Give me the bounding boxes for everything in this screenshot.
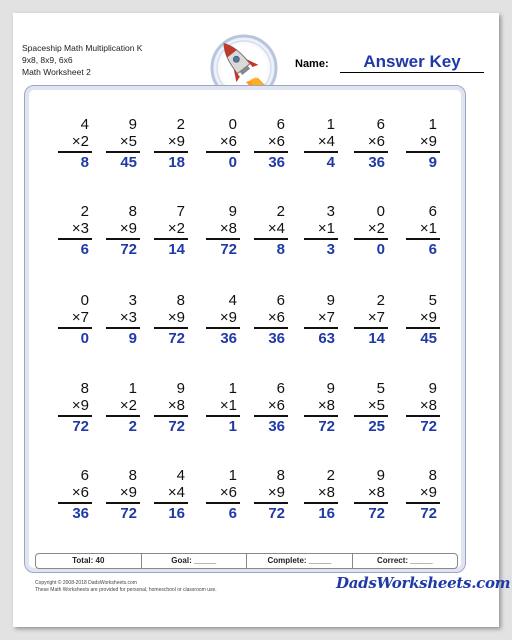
problem-top-number: 6 [80,467,89,484]
problem-multiplier: ×9 [219,309,237,326]
problem-5 [252,116,288,171]
problem-answer: 14 [368,329,385,347]
problem-answer-line [154,238,188,240]
problem-answer: 45 [120,153,137,171]
problem-top-number: 9 [326,380,335,397]
problem-9 [56,203,92,258]
score-bar [35,553,458,569]
problem-2 [104,116,140,171]
problem-top-number: 6 [276,116,285,133]
problem-answer-line [354,151,388,153]
problem-answer-line [254,502,288,504]
problem-answer: 36 [72,504,89,522]
problem-answer: 0 [228,153,237,171]
problem-28 [204,380,240,435]
problem-multiplier: ×9 [119,220,137,237]
problem-top-number: 8 [428,467,437,484]
problem-18 [104,292,140,347]
problem-multiplier: ×9 [167,133,185,150]
problem-answer: 16 [318,504,335,522]
problem-multiplier: ×9 [419,484,437,501]
problem-multiplier: ×2 [71,133,89,150]
problem-answer: 72 [168,329,185,347]
problem-multiplier: ×5 [119,133,137,150]
problem-multiplier: ×7 [367,309,385,326]
problem-1 [56,116,92,171]
problem-30 [302,380,338,435]
problem-answer-line [406,327,440,329]
problem-top-number: 8 [128,203,137,220]
worksheet-title: Spaceship Math Multiplication K [22,43,143,53]
problem-answer-line [58,327,92,329]
correct-cell: Correct: _____ [376,556,433,565]
problem-answer: 9 [428,153,437,171]
problem-answer: 72 [368,504,385,522]
problem-22 [302,292,338,347]
problem-top-number: 2 [80,203,89,220]
problem-answer-line [154,151,188,153]
problem-answer: 8 [80,153,89,171]
complete-cell: Complete: _____ [247,554,353,568]
problem-multiplier: ×7 [317,309,335,326]
problem-answer: 4 [326,153,335,171]
problem-answer: 45 [420,329,437,347]
problem-top-number: 5 [428,292,437,309]
copyright-line: Copyright © 2008-2018 DadsWorksheets.com [35,580,137,586]
problem-answer-line [406,151,440,153]
problem-top-number: 9 [428,380,437,397]
problem-multiplier: ×9 [167,309,185,326]
problem-multiplier: ×8 [167,397,185,414]
problem-32 [404,380,440,435]
problem-answer: 0 [376,240,385,258]
problem-answer-line [106,238,140,240]
problem-answer: 14 [168,240,185,258]
problem-39 [352,467,388,522]
problem-answer-line [254,151,288,153]
problem-answer: 16 [168,504,185,522]
problem-top-number: 1 [326,116,335,133]
problem-21 [252,292,288,347]
problem-23 [352,292,388,347]
problem-multiplier: ×5 [367,397,385,414]
problem-6 [302,116,338,171]
worksheet-subtitle: Math Worksheet 2 [22,67,91,77]
problem-answer: 2 [128,417,137,435]
problem-answer-line [406,415,440,417]
problem-multiplier: ×8 [317,397,335,414]
problem-answer: 72 [220,240,237,258]
problem-multiplier: ×6 [367,133,385,150]
problem-26 [104,380,140,435]
problem-answer: 6 [428,240,437,258]
problem-answer-line [106,502,140,504]
problem-10 [104,203,140,258]
problem-7 [352,116,388,171]
problem-top-number: 3 [128,292,137,309]
problem-answer: 72 [318,417,335,435]
problem-top-number: 2 [376,292,385,309]
problem-answer: 18 [168,153,185,171]
problem-top-number: 9 [128,116,137,133]
problem-top-number: 1 [128,380,137,397]
problem-answer-line [206,151,240,153]
problem-13 [252,203,288,258]
problem-answer-line [406,502,440,504]
problem-multiplier: ×8 [317,484,335,501]
problem-top-number: 9 [376,467,385,484]
problem-multiplier: ×1 [219,397,237,414]
problem-answer: 72 [168,417,185,435]
problem-top-number: 2 [276,203,285,220]
problem-17 [56,292,92,347]
problem-answer-line [106,415,140,417]
problem-answer-line [206,415,240,417]
problem-answer-line [106,327,140,329]
problem-answer: 72 [72,417,89,435]
problem-answer: 36 [220,329,237,347]
problem-answer-line [154,327,188,329]
problem-8 [404,116,440,171]
problem-11 [152,203,188,258]
problem-answer: 72 [120,240,137,258]
problem-answer: 72 [120,504,137,522]
problem-33 [56,467,92,522]
problem-answer: 63 [318,329,335,347]
problem-25 [56,380,92,435]
problem-multiplier: ×6 [267,397,285,414]
problem-answer-line [354,238,388,240]
problem-top-number: 8 [80,380,89,397]
problem-multiplier: ×1 [317,220,335,237]
site-logo: DadsWorksheets.com [336,574,511,592]
problem-3 [152,116,188,171]
problem-answer-line [106,151,140,153]
problem-multiplier: ×9 [419,309,437,326]
problem-top-number: 6 [276,292,285,309]
problem-multiplier: ×8 [219,220,237,237]
problem-36 [204,467,240,522]
usage-line: These Math Worksheets are provided for personal, homeschool or classroom use. [35,587,217,593]
problem-top-number: 4 [176,467,185,484]
problem-answer-line [154,502,188,504]
problem-multiplier: ×8 [367,484,385,501]
problem-19 [152,292,188,347]
problem-38 [302,467,338,522]
problem-answer-line [304,238,338,240]
problem-top-number: 9 [326,292,335,309]
problem-top-number: 4 [80,116,89,133]
problem-answer: 72 [268,504,285,522]
problem-top-number: 8 [276,467,285,484]
problem-top-number: 3 [326,203,335,220]
problem-40 [404,467,440,522]
problem-multiplier: ×6 [219,133,237,150]
problem-top-number: 2 [326,467,335,484]
problem-answer: 9 [128,329,137,347]
problem-answer: 1 [228,417,237,435]
problem-answer-line [304,327,338,329]
problem-top-number: 8 [128,467,137,484]
problem-multiplier: ×7 [71,309,89,326]
problem-20 [204,292,240,347]
problem-answer-line [154,415,188,417]
problem-answer-line [206,238,240,240]
problem-top-number: 6 [376,116,385,133]
problem-16 [404,203,440,258]
worksheet-facts: 9x8, 8x9, 6x6 [22,55,73,65]
problem-top-number: 9 [228,203,237,220]
problem-multiplier: ×6 [219,484,237,501]
problem-top-number: 6 [276,380,285,397]
problem-multiplier: ×9 [119,484,137,501]
problem-multiplier: ×3 [119,309,137,326]
goal-cell: Goal: _____ [142,554,248,568]
problem-multiplier: ×9 [267,484,285,501]
problem-multiplier: ×9 [419,133,437,150]
problem-answer-line [304,502,338,504]
problem-top-number: 9 [176,380,185,397]
total-cell: Total: 40 [36,554,142,568]
problem-15 [352,203,388,258]
problem-answer: 72 [420,417,437,435]
problem-answer-line [58,238,92,240]
problem-top-number: 5 [376,380,385,397]
problem-top-number: 0 [228,116,237,133]
problem-answer-line [254,327,288,329]
problem-37 [252,467,288,522]
problem-answer: 3 [326,240,335,258]
problem-top-number: 0 [376,203,385,220]
problem-answer-line [58,415,92,417]
name-line [340,72,484,73]
problem-27 [152,380,188,435]
answer-key-heading: Answer Key [363,52,461,71]
problem-multiplier: ×4 [317,133,335,150]
problem-multiplier: ×9 [71,397,89,414]
problem-answer: 72 [420,504,437,522]
problem-answer-line [254,415,288,417]
problem-top-number: 7 [176,203,185,220]
problem-answer-line [58,502,92,504]
problem-answer-line [406,238,440,240]
problem-answer-line [354,327,388,329]
problem-answer: 0 [80,329,89,347]
problem-multiplier: ×1 [419,220,437,237]
problem-24 [404,292,440,347]
problem-4 [204,116,240,171]
problem-top-number: 1 [228,467,237,484]
problem-answer: 6 [80,240,89,258]
problem-top-number: 4 [228,292,237,309]
problem-multiplier: ×2 [119,397,137,414]
problem-multiplier: ×6 [267,133,285,150]
problem-top-number: 2 [176,116,185,133]
problem-14 [302,203,338,258]
problem-multiplier: ×4 [267,220,285,237]
problem-answer-line [304,415,338,417]
problem-answer: 36 [268,153,285,171]
problem-answer: 36 [268,417,285,435]
problem-answer: 36 [368,153,385,171]
problem-answer-line [206,327,240,329]
problem-multiplier: ×3 [71,220,89,237]
problem-top-number: 1 [228,380,237,397]
problem-29 [252,380,288,435]
problem-answer-line [58,151,92,153]
problem-35 [152,467,188,522]
name-label: Name: [295,58,329,70]
problem-multiplier: ×2 [167,220,185,237]
problem-top-number: 8 [176,292,185,309]
copyright-notice [35,580,217,594]
problem-answer: 36 [268,329,285,347]
problem-multiplier: ×6 [71,484,89,501]
problem-multiplier: ×8 [419,397,437,414]
problem-answer-line [206,502,240,504]
problem-answer-line [254,238,288,240]
problem-top-number: 0 [80,292,89,309]
problem-answer: 8 [276,240,285,258]
problem-answer-line [304,151,338,153]
problem-answer-line [354,415,388,417]
problem-answer-line [354,502,388,504]
problem-answer: 6 [228,504,237,522]
problem-multiplier: ×4 [167,484,185,501]
problem-multiplier: ×2 [367,220,385,237]
problem-answer: 25 [368,417,385,435]
problem-31 [352,380,388,435]
problem-multiplier: ×6 [267,309,285,326]
problem-top-number: 6 [428,203,437,220]
problem-top-number: 1 [428,116,437,133]
problem-12 [204,203,240,258]
problem-34 [104,467,140,522]
